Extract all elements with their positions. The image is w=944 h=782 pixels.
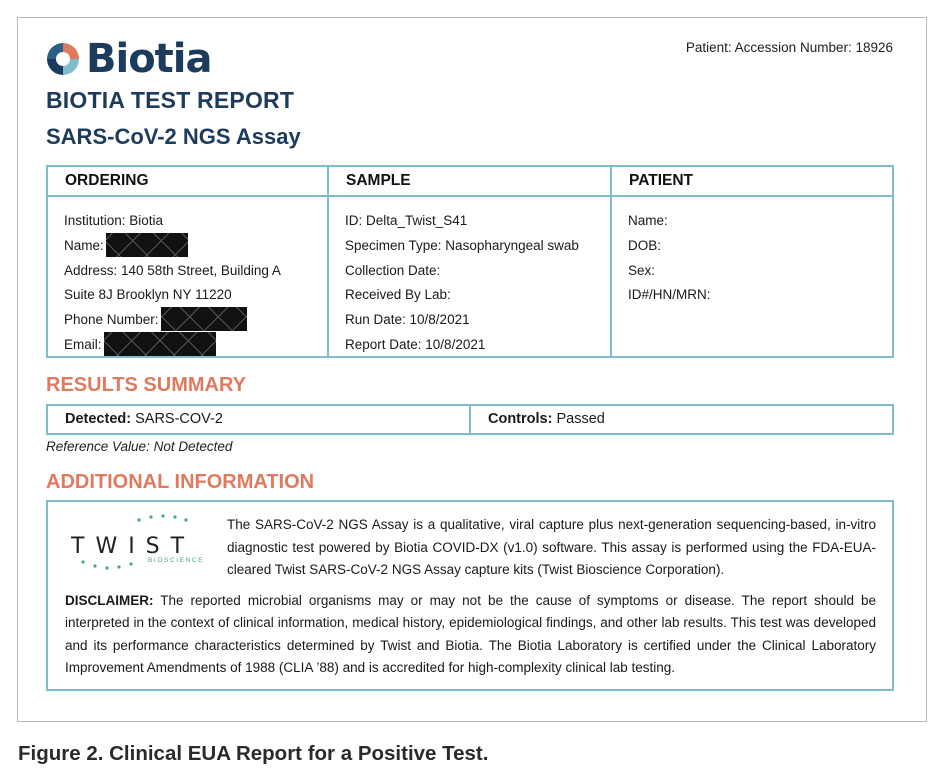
- test-report: [17, 17, 927, 722]
- address-line-2: Suite 8J Brooklyn NY 11220: [64, 287, 232, 303]
- patient-column: [612, 167, 892, 356]
- sample-column: [329, 167, 612, 356]
- biotia-logo: [45, 36, 212, 82]
- detected-label: Detected:: [65, 411, 132, 427]
- received-by-lab: Received By Lab:: [345, 287, 451, 303]
- report-title: BIOTIA TEST REPORT: [46, 87, 295, 113]
- redacted-email: [104, 332, 216, 356]
- additional-info-heading: ADDITIONAL INFORMATION: [46, 471, 315, 493]
- ordering-name-label: Name:: [64, 237, 104, 253]
- controls-value: Passed: [556, 411, 605, 427]
- accession-number: Patient: Accession Number: 18926: [685, 40, 893, 55]
- controls-label: Controls:: [488, 411, 553, 427]
- specimen-type: Specimen Type: Nasopharyngeal swab: [345, 237, 579, 253]
- disclaimer-text: The reported microbial organisms may or may not be the cause of symptoms or disease. The report should be interpreted in the context of clinical information, medical history, epidemiological findings, and other lab results. This test was developed and its performance characteristics determined by Twist and Biotia. The Biotia Laboratory is certified under the Clinical Laboratory Improvement Amendments of 1988 (CLIA ’88) and is accredited for high-complexity clinical lab testing.: [65, 592, 876, 675]
- patient-name: Name:: [628, 213, 668, 228]
- patient-id: ID#/HN/MRN:: [628, 287, 711, 303]
- twist-wordmark: TWIST: [71, 534, 196, 559]
- assay-title: SARS-CoV-2 NGS Assay: [46, 124, 301, 149]
- phone-label: Phone Number:: [64, 312, 159, 328]
- email-label: Email:: [64, 336, 102, 352]
- results-table: [46, 404, 894, 435]
- run-date: Run Date: 10/8/2021: [345, 312, 470, 328]
- redacted-name: [106, 233, 188, 257]
- brand-name: Biotia: [86, 36, 212, 82]
- disclaimer: [65, 590, 876, 680]
- ordering-column: [48, 167, 329, 356]
- results-heading: RESULTS SUMMARY: [46, 374, 246, 396]
- twist-subtitle: BIOSCIENCE: [148, 557, 205, 564]
- patient-dob: DOB:: [628, 237, 662, 253]
- controls-cell: [471, 406, 605, 433]
- additional-info-box: [46, 500, 894, 691]
- assay-description: The SARS-CoV-2 NGS Assay is a qualitative, viral capture plus next-generation sequencing-based, in-vitro diagnostic test powered by Biotia COVID-DX (v1.0) software. This assay is performed using the FDA-EUA-cleared Twist SARS-CoV-2 NGS Assay capture kits (Twist Bioscience Corporation).: [227, 517, 876, 577]
- ordering-heading: ORDERING: [48, 167, 327, 197]
- patient-heading: PATIENT: [612, 167, 892, 197]
- ordering-name-row: [64, 234, 327, 259]
- twist-bioscience-logo: [65, 514, 215, 576]
- redacted-phone: [161, 307, 247, 331]
- detected-value: SARS-COV-2: [135, 411, 223, 427]
- address-line-1: Address: 140 58th Street, Building A: [64, 262, 281, 278]
- email-row: [64, 333, 327, 358]
- info-table: [46, 165, 894, 358]
- sample-id: ID: Delta_Twist_S41: [345, 213, 468, 228]
- institution: Institution: Biotia: [64, 213, 164, 228]
- reference-value: Reference Value: Not Detected: [46, 439, 233, 454]
- patient-sex: Sex:: [628, 262, 656, 278]
- biotia-logo-icon: [45, 41, 81, 77]
- report-date: Report Date: 10/8/2021: [345, 336, 486, 352]
- collection-date: Collection Date:: [345, 262, 441, 278]
- sample-heading: SAMPLE: [329, 167, 610, 197]
- figure-caption: Figure 2. Clinical EUA Report for a Positive Test.: [18, 742, 489, 765]
- detected-cell: [48, 406, 471, 433]
- disclaimer-label: DISCLAIMER:: [65, 592, 154, 608]
- phone-row: [64, 308, 327, 333]
